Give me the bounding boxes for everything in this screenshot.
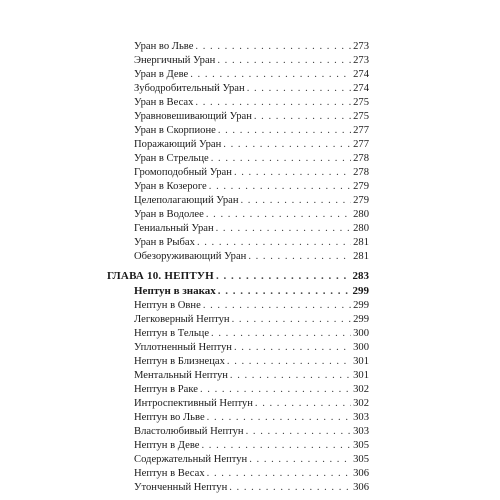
toc-entry-title: Уран в Рыбах [134,237,195,248]
toc-entry [134,138,369,152]
toc-entry-title: Зубодробительный Уран [134,83,245,94]
toc-entry [134,453,369,467]
toc-entry [134,369,369,383]
toc-entry [134,397,369,411]
toc-entry-page: 281 [353,251,369,262]
toc-entry-page: 299 [353,314,369,325]
toc-entry-page: 275 [353,97,369,108]
toc-entry-page: 280 [353,223,369,234]
toc-entry-title: Уран в Скорпионе [134,125,216,136]
toc-entry [134,355,369,369]
toc-entry [134,124,369,138]
toc-entry-title: Обезоруживающий Уран [134,251,247,262]
toc-entry [134,208,369,222]
dot-leader [218,284,351,298]
toc-entry-title: Содержательный Нептун [134,454,248,465]
toc-entry-page: 302 [353,384,369,395]
dot-leader [216,222,351,236]
toc-entry-page: 277 [353,125,369,136]
toc-entry-title: Уран в Весах [134,97,194,108]
toc-entry-page: 279 [353,181,369,192]
toc-entry-page: 306 [353,468,369,479]
dot-leader [206,208,351,222]
dot-leader [241,194,352,208]
toc-section-entry [134,284,369,298]
toc-entry [134,110,369,124]
toc-entry-title: Нептун в Близнецах [134,356,225,367]
toc-entry-page: 300 [353,328,369,339]
toc-entry [134,194,369,208]
toc-chapter-entry [107,269,369,283]
toc-entry-title: Ментальный Нептун [134,370,228,381]
dot-leader [217,54,351,68]
dot-leader [230,369,351,383]
dot-leader [203,299,351,313]
toc-entry [134,481,369,495]
toc-section-page: 299 [352,285,369,297]
toc-entry-title: Интроспективный Нептун [134,398,253,409]
toc-entry [134,54,369,68]
dot-leader [197,236,351,250]
toc-entry-page: 274 [353,83,369,94]
dot-leader [195,96,351,110]
dot-leader [211,152,351,166]
toc-entry-title: Уран в Деве [134,69,189,80]
dot-leader [255,397,351,411]
toc-entry [134,222,369,236]
toc-entry-title: Нептун в Раке [134,384,198,395]
toc-entry-page: 281 [353,237,369,248]
dot-leader [207,467,351,481]
toc-entry [134,68,369,82]
toc-entry-page: 303 [353,426,369,437]
dot-leader [227,355,351,369]
toc-entry [134,236,369,250]
toc-entry [134,425,369,439]
toc-entry-title: Нептун в Деве [134,440,200,451]
toc-entry [134,250,369,264]
toc-entry-title: Уран в Водолее [134,209,204,220]
toc-entry-page: 278 [353,153,369,164]
toc-entry [134,327,369,341]
dot-leader [195,40,351,54]
toc-entry-title: Уран в Козероге [134,181,207,192]
toc-entry [134,341,369,355]
toc-entry-title: Энергичный Уран [134,55,216,66]
toc-entry-page: 278 [353,167,369,178]
toc-entry [134,411,369,425]
toc-entry-title: Уран в Стрельце [134,153,209,164]
toc-entry-page: 302 [353,398,369,409]
dot-leader [229,481,351,495]
dot-leader [246,425,352,439]
toc-entry-page: 273 [353,55,369,66]
toc-entry-title: Нептун в Овне [134,300,201,311]
toc-entry [134,40,369,54]
dot-leader [201,439,351,453]
dot-leader [211,327,351,341]
toc-entry-page: 275 [353,111,369,122]
dot-leader [190,68,351,82]
toc-entry-title: Уплотненный Нептун [134,342,232,353]
toc-entry-title: Целеполагающий Уран [134,195,239,206]
toc-entry-title: Поражающий Уран [134,139,222,150]
toc-entry-page: 305 [353,440,369,451]
toc-entry [134,439,369,453]
dot-leader [254,110,351,124]
toc-entry [134,166,369,180]
dot-leader [216,269,351,283]
toc-chapter-page: 283 [352,270,369,282]
toc-entry-title: Властолюбивый Нептун [134,426,244,437]
toc-entry-page: 277 [353,139,369,150]
toc-entry-page: 303 [353,412,369,423]
toc-entry [134,152,369,166]
toc-entry [134,82,369,96]
toc-entry [134,180,369,194]
toc-entry [134,313,369,327]
toc-entry-title: Нептун во Льве [134,412,205,423]
toc-entry-title: Уравновешивающий Уран [134,111,252,122]
dot-leader [234,341,351,355]
dot-leader [248,250,351,264]
toc-chapter-title: ГЛАВА 10. НЕПТУН [107,270,214,282]
dot-leader [223,138,351,152]
toc-entry-title: Нептун в Тельце [134,328,210,339]
dot-leader [218,124,351,138]
toc-entry-title: Громоподобный Уран [134,167,232,178]
toc-entry-page: 301 [353,356,369,367]
toc-entry-title: Утонченный Нептун [134,482,228,493]
toc-entry-title: Уран во Льве [134,41,194,52]
toc-entry-page: 280 [353,209,369,220]
toc-entry-title: Легковерный Нептун [134,314,230,325]
toc-entry [134,96,369,110]
toc-entry-page: 301 [353,370,369,381]
toc-entry [134,299,369,313]
toc-entry-page: 274 [353,69,369,80]
toc-entry [134,383,369,397]
dot-leader [249,453,351,467]
toc-section-title: Нептун в знаках [134,285,216,297]
toc-entry-page: 306 [353,482,369,493]
toc-entry [134,467,369,481]
dot-leader [200,383,351,397]
dot-leader [247,82,351,96]
dot-leader [234,166,351,180]
dot-leader [207,411,351,425]
dot-leader [209,180,351,194]
dot-leader [232,313,352,327]
toc-entry-page: 305 [353,454,369,465]
toc-entry-title: Гениальный Уран [134,223,214,234]
toc-entry-title: Нептун в Весах [134,468,205,479]
toc-entry-page: 300 [353,342,369,353]
toc-entry-page: 279 [353,195,369,206]
toc-entry-page: 299 [353,300,369,311]
toc-entry-page: 273 [353,41,369,52]
